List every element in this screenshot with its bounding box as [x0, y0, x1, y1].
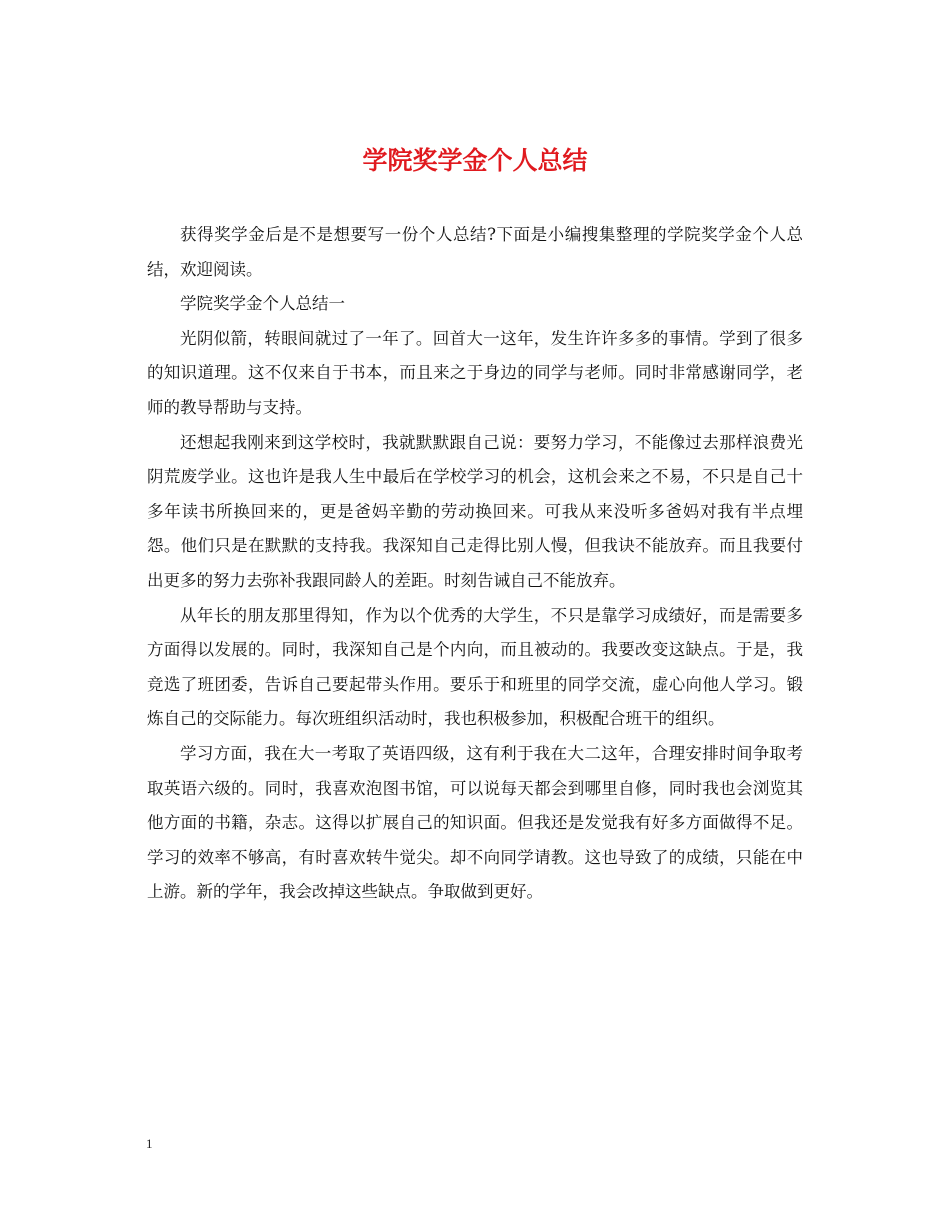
paragraph-1: 光阴似箭，转眼间就过了一年了。回首大一这年，发生许许多多的事情。学到了很多的知识道理。这不仅来自于书本，而且来之于身边的同学与老师。同时非常感谢同学，老师的教导帮助与支持。	[147, 328, 803, 417]
paragraph-intro: 获得奖学金后是不是想要写一份个人总结?下面是小编搜集整理的学院奖学金个人总结，欢迎阅读。	[147, 225, 803, 279]
paragraph-3: 从年长的朋友那里得知，作为以个优秀的大学生，不只是靠学习成绩好，而是需要多方面得以发展的。同时，我深知自己是个内向，而且被动的。我要改变这缺点。于是，我竞选了班团委，告诉自己要起带头作用。要乐于和班里的同学交流，虚心向他人学习。锻炼自己的交际能力。每次班组织活动时，我也积极参加，积极配合班干的组织。	[147, 605, 803, 729]
section-heading: 学院奖学金个人总结一	[180, 294, 345, 314]
paragraph-2: 还想起我刚来到这学校时，我就默默跟自己说：要努力学习，不能像过去那样浪费光阴荒废学业。这也许是我人生中最后在学校学习的机会，这机会来之不易，不只是自己十多年读书所换回来的，更是爸妈辛勤的劳动换回来。可我从来没听多爸妈对我有半点埋怨。他们只是在默默的支持我。我深知自己走得比别人慢，但我诀不能放弃。而且我要付出更多的努力去弥补我跟同龄人的差距。时刻告诫自己不能放弃。	[147, 432, 803, 590]
paragraph-4: 学习方面，我在大一考取了英语四级，这有利于我在大二这年，合理安排时间争取考取英语六级的。同时，我喜欢泡图书馆，可以说每天都会到哪里自修，同时我也会浏览其他方面的书籍，杂志。这得以扩展自己的知识面。但我还是发觉我有好多方面做得不足。学习的效率不够高，有时喜欢转牛觉尖。却不向同学请教。这也导致了的成绩，只能在中上游。新的学年，我会改掉这些缺点。争取做到更好。	[147, 743, 803, 902]
document-title: 学院奖学金个人总结	[362, 146, 588, 175]
page-number: 1	[146, 1136, 153, 1151]
document-body	[147, 218, 803, 910]
